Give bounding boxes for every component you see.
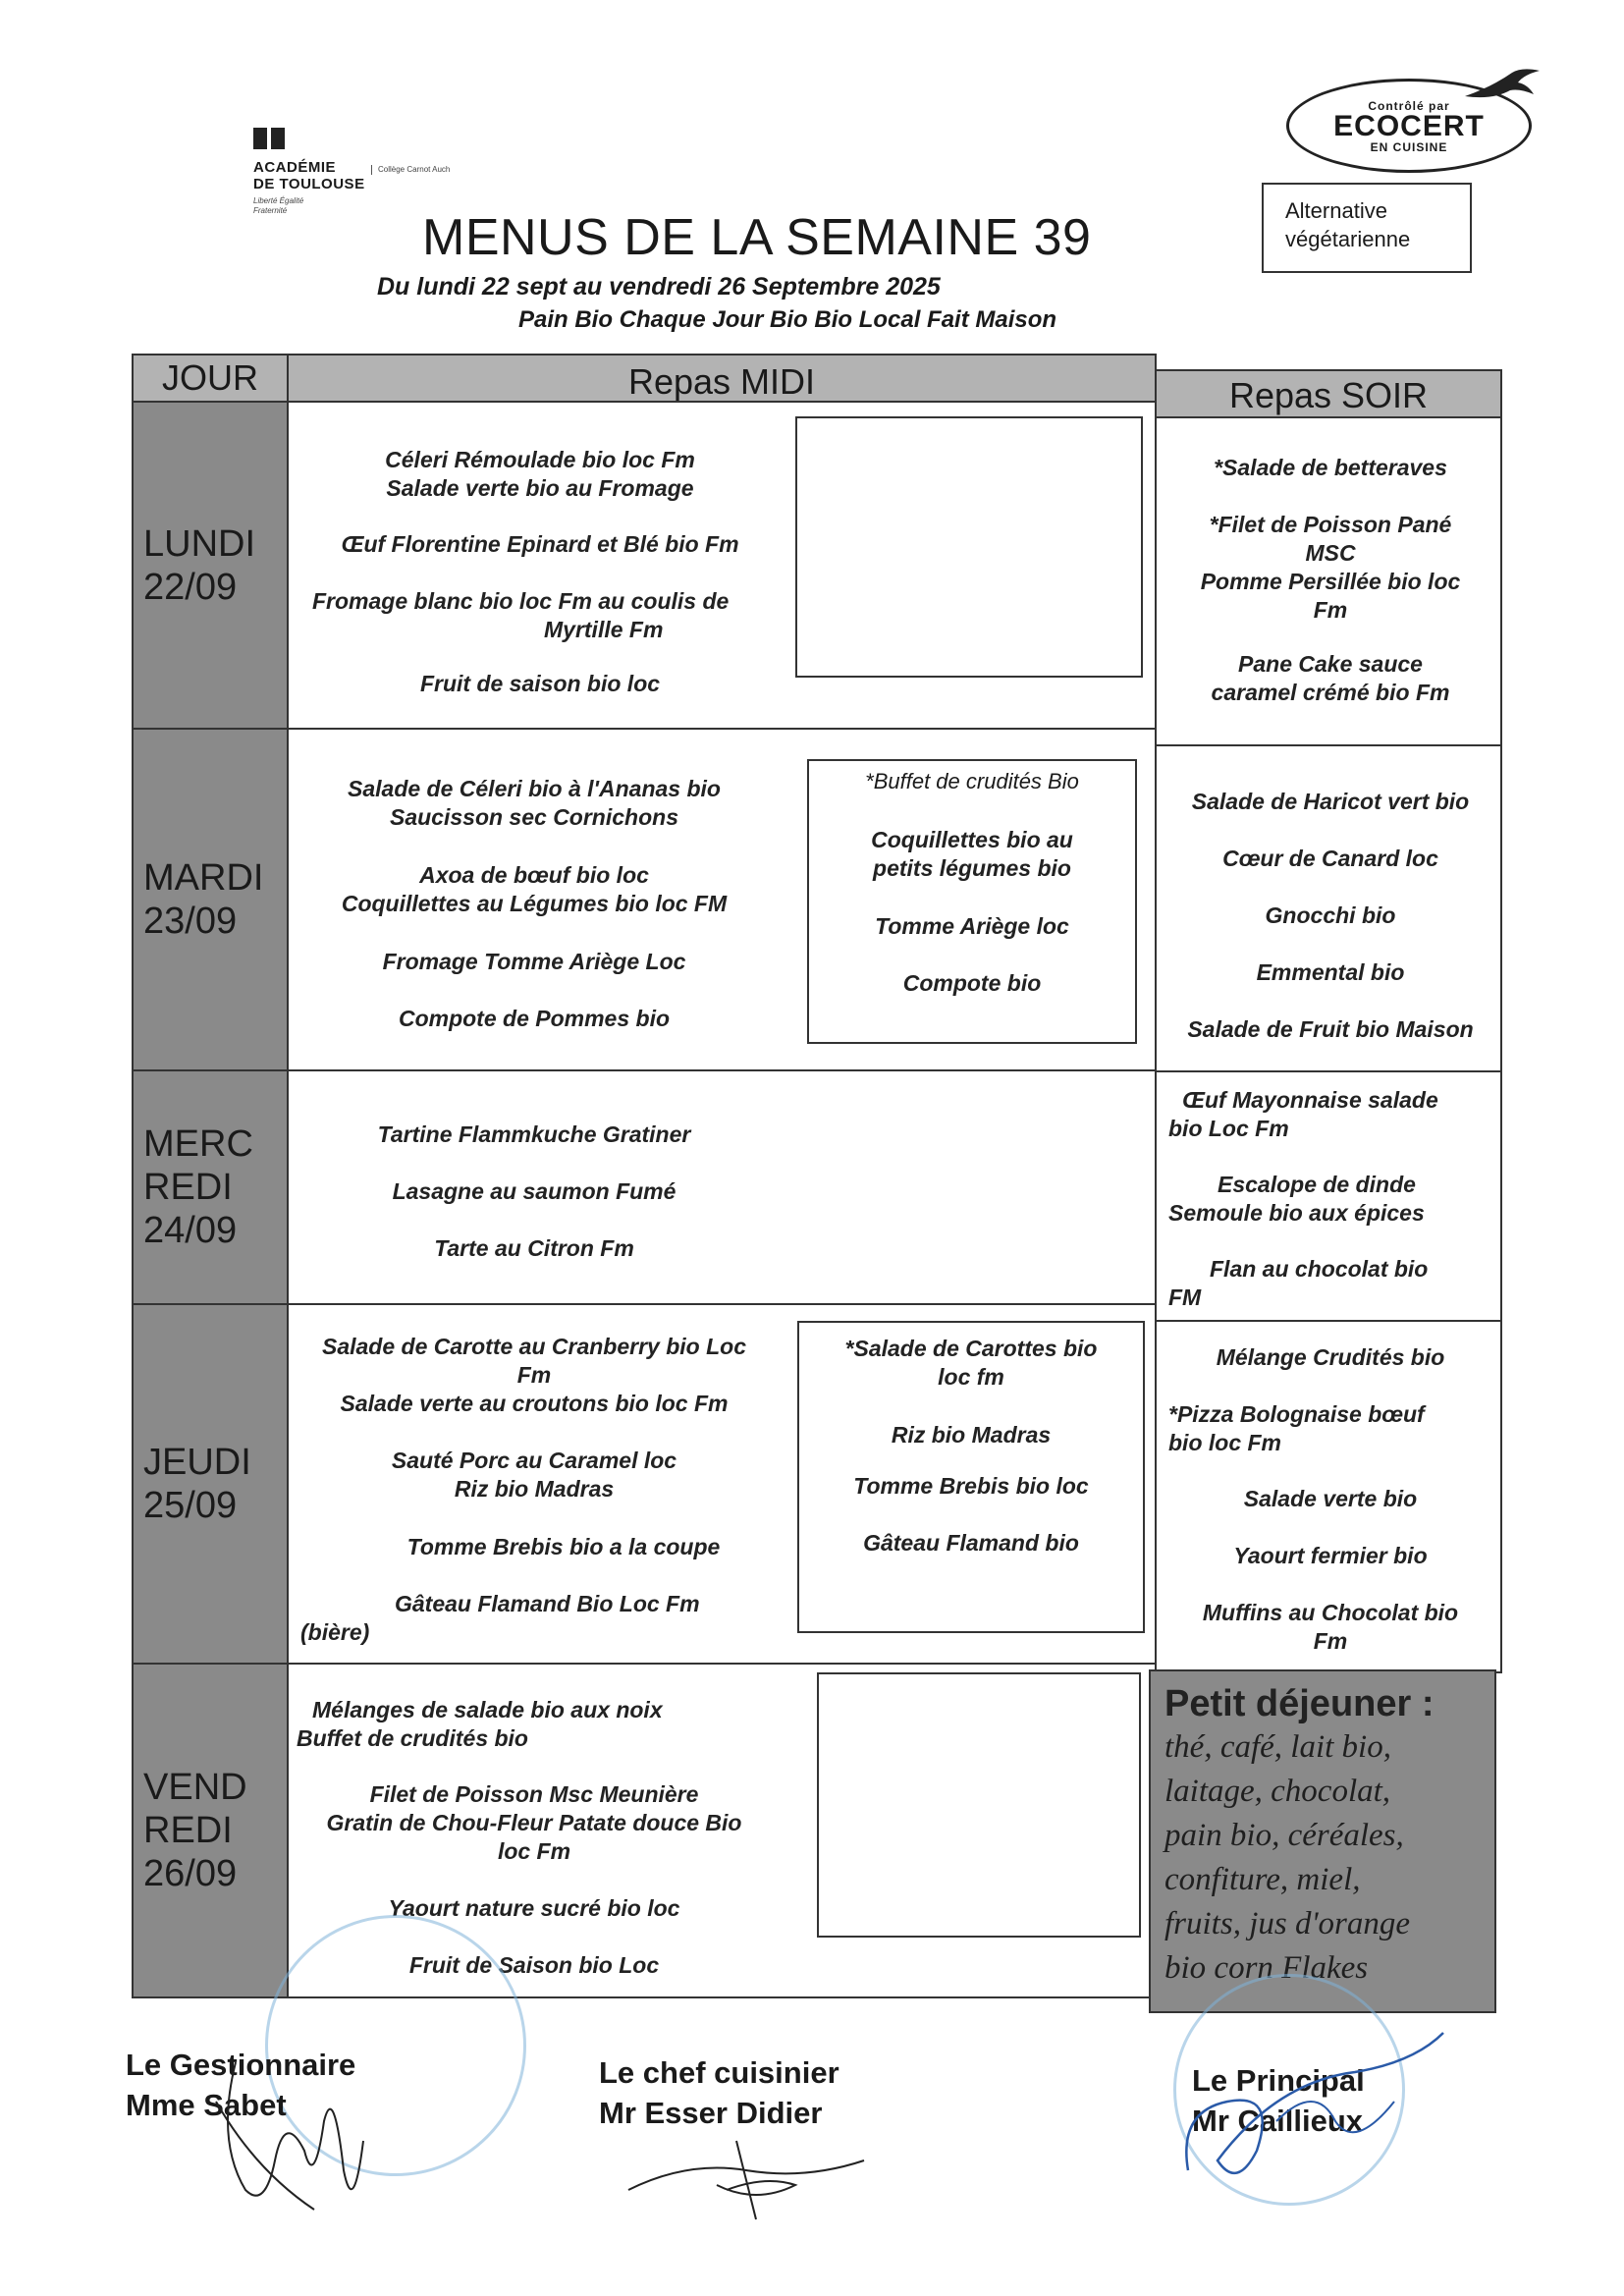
dish: Buffet de crudités bio (297, 1725, 528, 1751)
date-range: Du lundi 22 sept au vendredi 26 Septembre 2025 (377, 273, 941, 301)
dish: Myrtille Fm (544, 617, 664, 642)
dish: Pane Cake sauce (1238, 651, 1423, 677)
dish: Escalope de dinde (1218, 1172, 1416, 1197)
menu-item (295, 446, 785, 503)
petit-dejeuner-title: Petit déjeuner : (1164, 1683, 1435, 1724)
menu-item: *Buffet de crudités Bio (865, 769, 1079, 793)
menu-item: Tomme Brebis bio loc (853, 1473, 1089, 1499)
chef-handwritten-signature (609, 2131, 884, 2229)
header-midi: Repas MIDI (287, 354, 1157, 403)
dish: Saucisson sec Cornichons (390, 804, 678, 830)
menu-item: Gâteau Flamand bio (863, 1530, 1079, 1556)
soir-cell-lundi (1155, 416, 1502, 746)
page-title: MENUS DE LA SEMAINE 39 (422, 209, 1092, 266)
dish: Salade verte au croutons bio loc Fm (340, 1391, 729, 1416)
menu-item (1157, 650, 1504, 707)
dish: Céleri Rémoulade bio loc Fm (385, 447, 695, 472)
menu-item (1168, 1171, 1502, 1228)
dish: loc Fm (497, 1838, 571, 1864)
vegetarian-alternative-legend (1262, 183, 1472, 273)
dish: FM (1168, 1285, 1202, 1310)
menu-item (1168, 1255, 1502, 1312)
day-name-part-1: VEND (143, 1767, 247, 1808)
menu-item: Riz bio Madras (891, 1422, 1052, 1448)
day-cell-lundi (132, 401, 289, 730)
day-date: 25/09 (143, 1485, 238, 1526)
dish: MSC (1305, 540, 1356, 566)
alt-line-1: Alternative (1285, 198, 1387, 223)
menu-item: Tomme Ariège loc (875, 913, 1069, 939)
dish: Fromage blanc bio loc Fm au coulis de (312, 588, 730, 614)
ecocert-brand: ECOCERT (1333, 110, 1485, 142)
header-soir: Repas SOIR (1155, 369, 1502, 418)
menu-item (297, 1696, 787, 1753)
dish: caramel crémé bio Fm (1211, 680, 1450, 705)
ecocert-top: Contrôlé par (1368, 99, 1450, 113)
midi-cell-jeudi (287, 1303, 1157, 1665)
day-date: 23/09 (143, 901, 238, 942)
dish: Pomme Persillée bio loc (1200, 569, 1461, 594)
menu-item: Mélange Crudités bio (1216, 1344, 1445, 1370)
petit-dejeuner-line: bio corn Flakes (1164, 1950, 1369, 1986)
menu-item: Fromage Tomme Ariège Loc (382, 949, 686, 974)
menu-item: Salade de Haricot vert bio (1191, 789, 1470, 814)
menu-item: Gnocchi bio (1265, 902, 1396, 928)
gestionnaire-handwritten-signature (196, 2003, 393, 2229)
menu-item (1168, 1400, 1502, 1457)
ecocert-bottom: EN CUISINE (1370, 140, 1448, 154)
dish: Gratin de Chou-Fleur Patate douce Bio (326, 1810, 742, 1835)
dish: Mélanges de salade bio aux noix (312, 1697, 663, 1722)
dish: Flan au chocolat bio (1210, 1256, 1429, 1282)
dish: Riz bio Madras (454, 1476, 615, 1502)
day-name-part-2: REDI (143, 1810, 233, 1851)
alt-line-2: végétarienne (1285, 227, 1411, 251)
menu-item: Œuf Florentine Epinard et Blé bio Fm (341, 531, 739, 557)
menu-item: Tartine Flammkuche Gratiner (377, 1121, 691, 1147)
dish: Filet de Poisson Msc Meunière (369, 1781, 699, 1807)
chef-title: Le chef cuisinier (599, 2055, 839, 2090)
day-cell-jeudi (132, 1303, 289, 1665)
gestionnaire-name: Mme Sabet (126, 2088, 287, 2122)
dish: bio Loc Fm (1168, 1116, 1289, 1141)
menu-item (1157, 511, 1504, 625)
day-date: 22/09 (143, 566, 238, 608)
petit-dejeuner-line: thé, café, lait bio, (1164, 1729, 1391, 1765)
dish: Fm (516, 1362, 552, 1388)
menu-item (1157, 1599, 1504, 1656)
dish: Axoa de bœuf bio loc (419, 862, 649, 888)
principal-title: Le Principal (1192, 2063, 1365, 2098)
petit-dejeuner-line: laitage, chocolat, (1164, 1774, 1391, 1809)
dish: Œuf Mayonnaise salade (1182, 1087, 1438, 1113)
menu-item: Yaourt fermier bio (1233, 1543, 1428, 1568)
marianne-logo-icon (253, 128, 293, 151)
label-legend: Pain Bio Chaque Jour Bio Bio Local Fait Maison (518, 306, 1057, 333)
petit-dejeuner-line: confiture, miel, (1164, 1862, 1361, 1897)
academy-line-1: ACADÉMIE (253, 159, 337, 176)
menu-item: Salade de Fruit bio Maison (1187, 1016, 1474, 1042)
day-cell-vendredi (132, 1663, 289, 1998)
dish: Sauté Porc au Caramel loc (391, 1448, 677, 1473)
dish: Salade de Céleri bio à l'Ananas bio (348, 776, 721, 801)
dish: petits légumes bio (873, 855, 1071, 881)
midi-cell-lundi (287, 401, 1157, 730)
menu-item (300, 1590, 791, 1647)
menu-item: Fruit de saison bio loc (419, 671, 661, 696)
academy-name (253, 159, 365, 192)
vegetarian-box-lundi (795, 416, 1143, 678)
dish: Gâteau Flamand Bio Loc Fm (395, 1591, 700, 1616)
midi-cell-mercredi (287, 1069, 1157, 1305)
day-name-part-2: REDI (143, 1167, 233, 1208)
dish: Coquillettes au Légumes bio loc FM (341, 891, 728, 916)
principal-name: Mr Caillieux (1192, 2104, 1363, 2138)
dish: Semoule bio aux épices (1168, 1200, 1425, 1226)
chef-signature-block (599, 2052, 839, 2133)
petit-dejeuner-box (1149, 1669, 1496, 2013)
menu-item (809, 826, 1135, 883)
day-date: 24/09 (143, 1210, 238, 1251)
menu-item: Fruit de Saison bio Loc (408, 1952, 660, 1978)
dish: Muffins au Chocolat bio (1202, 1600, 1459, 1625)
menu-item: Tomme Brebis bio a la coupe (406, 1534, 721, 1559)
soir-cell-mardi (1155, 744, 1502, 1072)
day-cell-mercredi (132, 1069, 289, 1305)
menu-item: *Salade de betteraves (1214, 455, 1447, 480)
vegetarian-box-jeudi (797, 1321, 1145, 1633)
dish: Fm (1313, 1628, 1348, 1654)
petit-dejeuner-line: pain bio, céréales, (1164, 1818, 1404, 1853)
dish: *Filet de Poisson Pané (1209, 512, 1452, 537)
soir-cell-jeudi (1155, 1320, 1502, 1673)
day-name: LUNDI (143, 522, 256, 565)
swallow-icon (1463, 67, 1542, 116)
menu-item (289, 861, 780, 918)
menu-item: Yaourt nature sucré bio loc (388, 1895, 680, 1921)
menu-item (1168, 1086, 1502, 1143)
menu-item: Compote de Pommes bio (398, 1006, 671, 1031)
dish: Coquillettes bio au (871, 827, 1073, 852)
day-date: 26/09 (143, 1853, 238, 1894)
principal-handwritten-signature (1159, 2023, 1453, 2200)
menu-item (289, 1780, 780, 1866)
dish: *Pizza Bolognaise bœuf (1168, 1401, 1425, 1427)
vegetarian-box-vendredi (817, 1672, 1141, 1938)
vegetarian-box-mardi (807, 759, 1137, 1044)
dish: Fm (1313, 597, 1348, 623)
menu-item (289, 1447, 780, 1503)
dish: loc fm (938, 1364, 1004, 1390)
day-name-part-1: MERC (143, 1123, 253, 1165)
dish: Salade verte bio au Fromage (386, 475, 694, 501)
day-name: MARDI (143, 857, 264, 899)
gestionnaire-title: Le Gestionnaire (126, 2048, 356, 2082)
day-cell-mardi (132, 728, 289, 1071)
dish: bio loc Fm (1168, 1430, 1281, 1455)
dish: (bière) (300, 1619, 370, 1645)
menu-item (289, 1333, 780, 1418)
menu-item: Salade verte bio (1243, 1486, 1418, 1511)
menu-item (799, 1335, 1143, 1392)
day-name: JEUDI (143, 1442, 251, 1483)
menu-item: Emmental bio (1256, 959, 1405, 985)
menu-item (289, 775, 780, 832)
academy-line-2: DE TOULOUSE (253, 176, 365, 192)
chef-name: Mr Esser Didier (599, 2096, 823, 2130)
menu-item: Lasagne au saumon Fumé (392, 1178, 677, 1204)
menu-item: Compote bio (902, 970, 1042, 996)
petit-dejeuner-line: fruits, jus d'orange (1164, 1906, 1410, 1941)
menu-item: Tarte au Citron Fm (434, 1235, 634, 1261)
midi-cell-mardi (287, 728, 1157, 1071)
soir-cell-mercredi (1155, 1070, 1502, 1322)
menu-item (312, 587, 803, 644)
dish: *Salade de Carottes bio (844, 1336, 1098, 1361)
header-jour: JOUR (132, 354, 289, 403)
academy-motto: Liberté Égalité Fraternité (253, 196, 304, 215)
college-name-small: Collège Carnot Auch (371, 165, 450, 175)
dish: Salade de Carotte au Cranberry bio Loc (321, 1334, 746, 1359)
menu-item: Cœur de Canard loc (1222, 846, 1438, 871)
